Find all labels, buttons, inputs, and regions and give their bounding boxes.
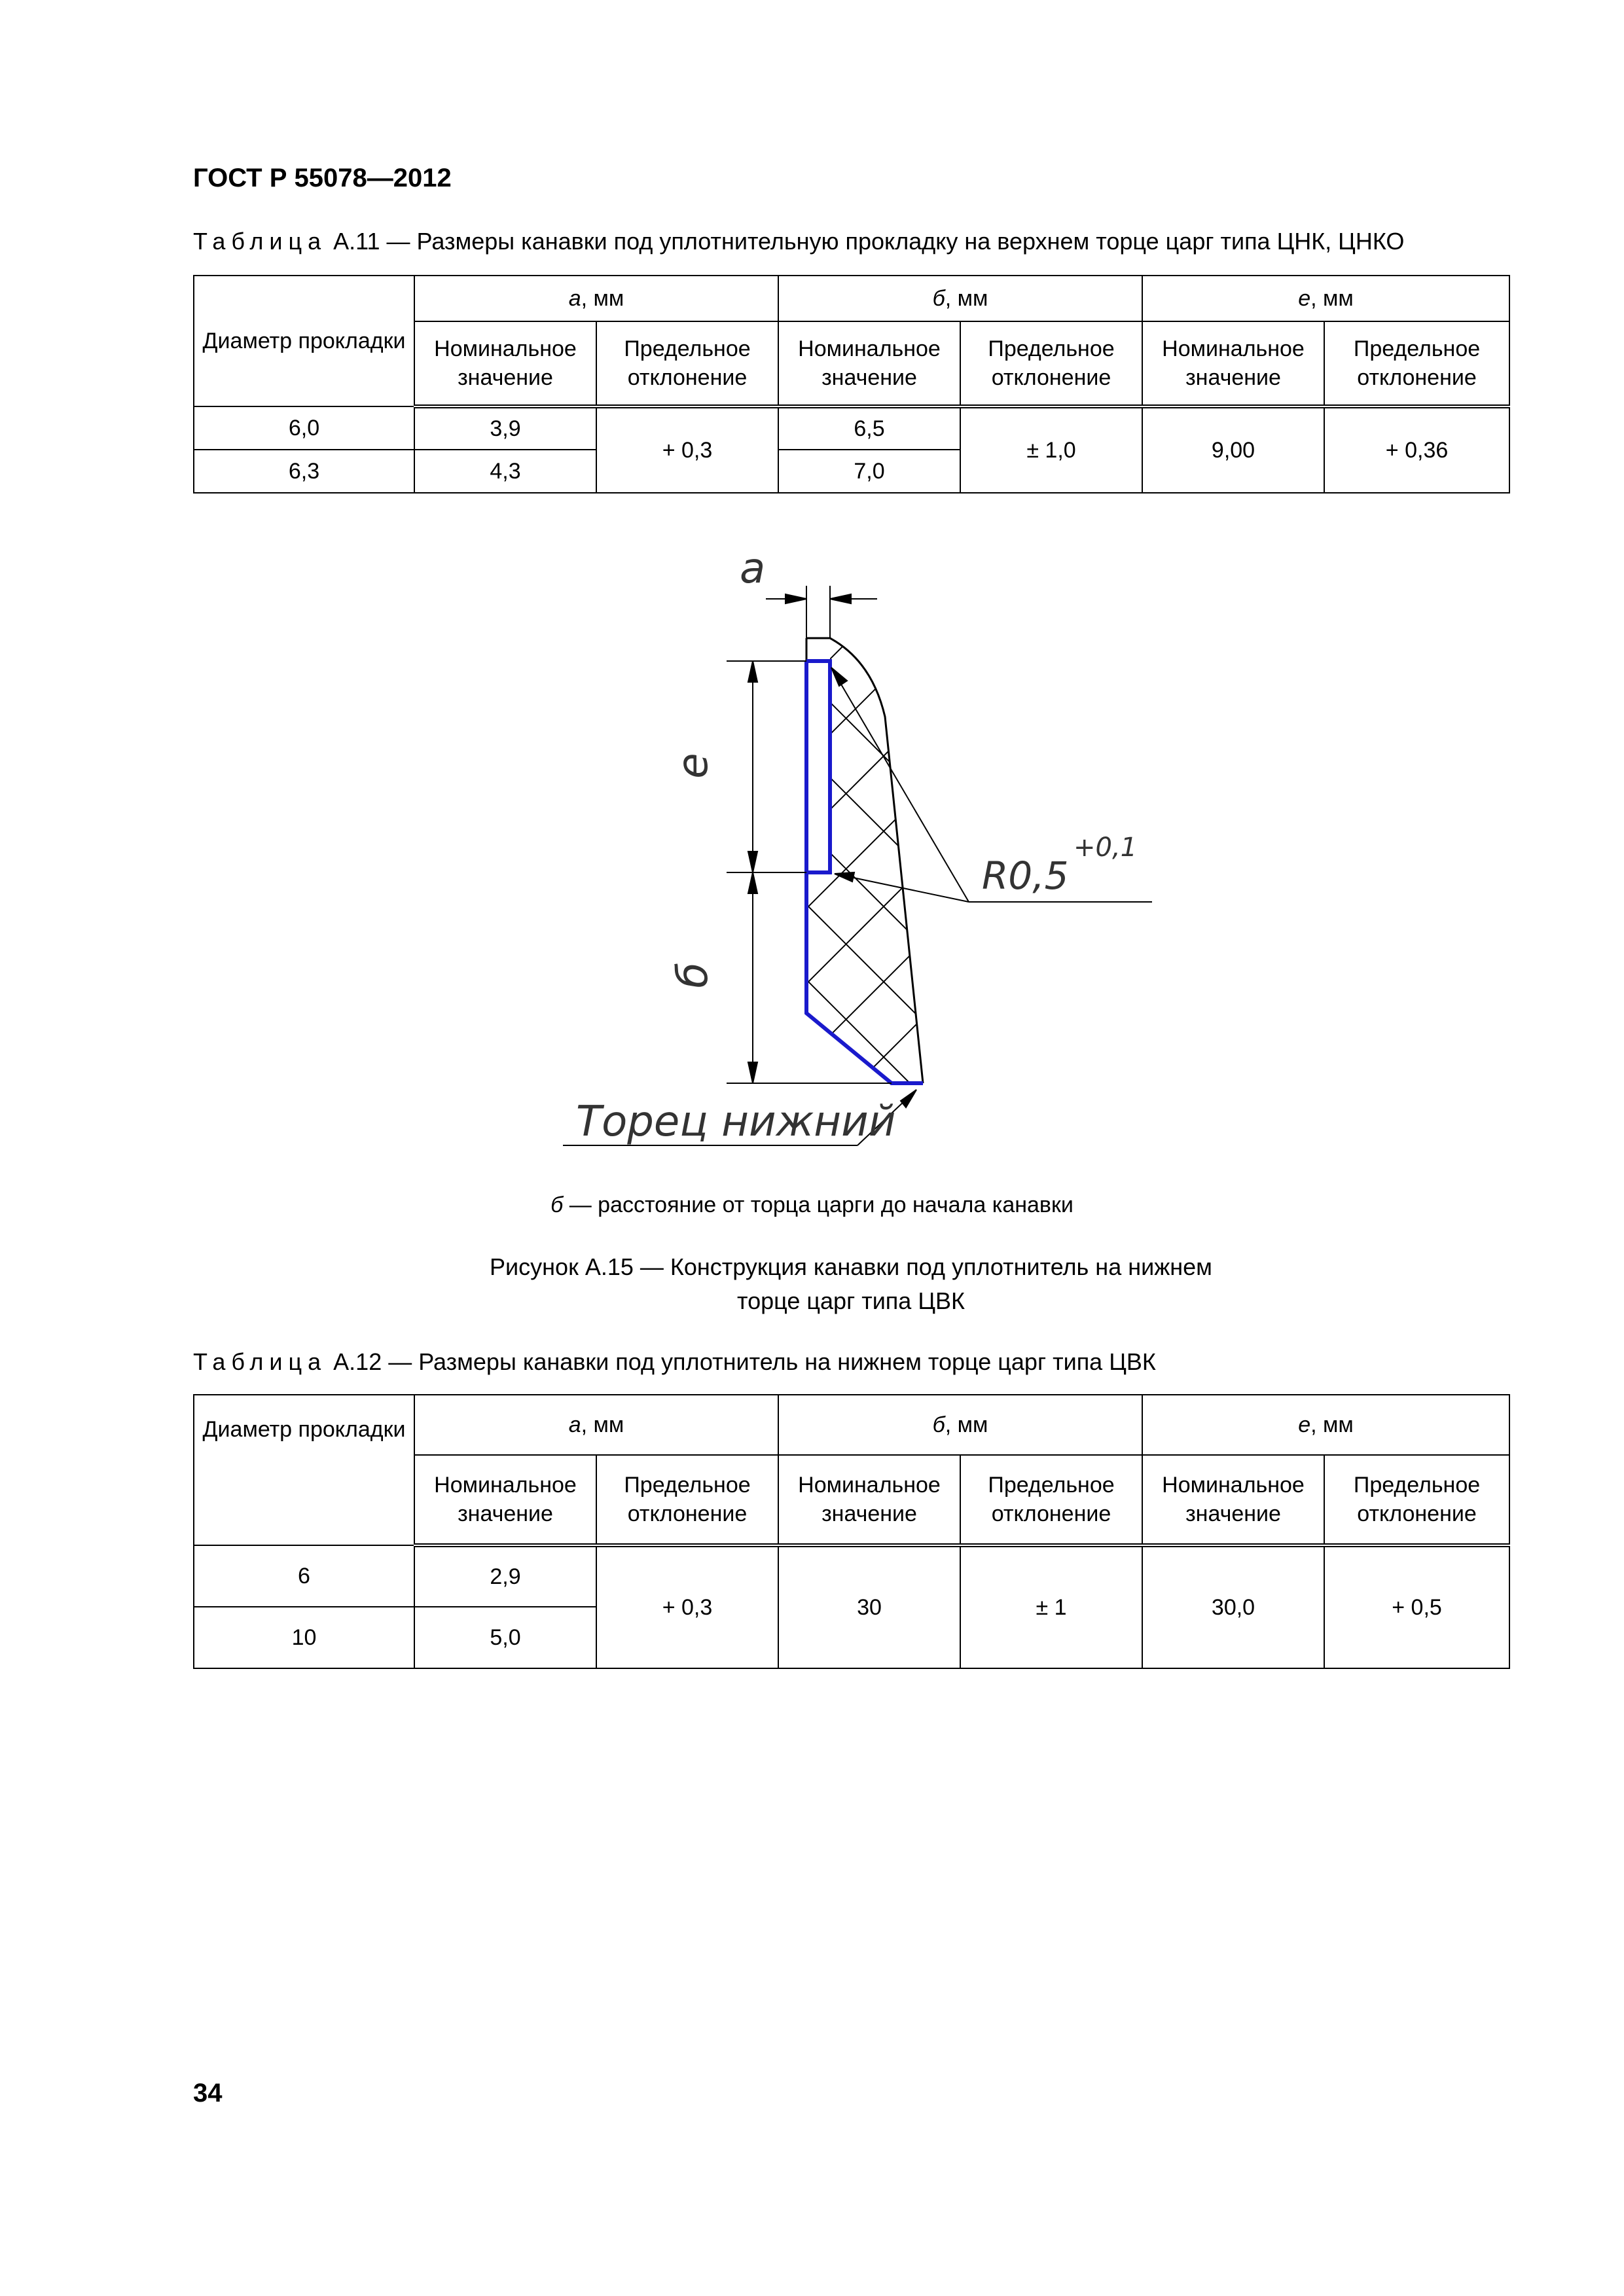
table2-caption <box>193 1348 1156 1376</box>
table1-header-e-limit: Предельное отклонение <box>1324 321 1509 406</box>
table2-cell-e-limit: + 0,5 <box>1324 1545 1509 1668</box>
table1-header-e-nominal: Номинальное значение <box>1142 321 1324 406</box>
table1-cell-a-nominal: 3,9 <box>414 406 596 450</box>
document-id: ГОСТ Р 55078—2012 <box>193 164 452 192</box>
radius-label: R0,5 <box>982 853 1069 898</box>
page-number: 34 <box>193 2079 223 2108</box>
figure-note-symbol: б <box>550 1193 564 1217</box>
table1-cell-e-limit: + 0,36 <box>1324 406 1509 493</box>
table1-caption-text: А.11 — Размеры канавки под уплотнительную прокладку на верхнем торце царг типа ЦНК, ЦНКО <box>327 228 1405 255</box>
table2-header-a-limit: Предельное отклонение <box>596 1455 778 1545</box>
figure-title-line2: торце царг типа ЦВК <box>737 1287 965 1314</box>
table2-cell-a-nominal: 5,0 <box>414 1607 596 1668</box>
dimension-e-label: е <box>669 753 717 779</box>
table2-header-b-limit: Предельное отклонение <box>960 1455 1142 1545</box>
table2-cell-a-nominal: 2,9 <box>414 1545 596 1607</box>
table2-cell-b-nominal: 30 <box>778 1545 960 1668</box>
table2-header-e-limit: Предельное отклонение <box>1324 1455 1509 1545</box>
table2-caption-text: А.12 — Размеры канавки под уплотнитель на нижнем торце царг типа ЦВК <box>327 1348 1156 1375</box>
dimension-a-label: а <box>740 545 766 593</box>
table2-cell-e-nominal: 30,0 <box>1142 1545 1324 1668</box>
figure-title-line1: Рисунок А.15 — Конструкция канавки под уплотнитель на нижнем <box>490 1253 1212 1280</box>
table2-cell-diameter: 10 <box>194 1607 414 1668</box>
figure-note-text: — расстояние от торца царги до начала канавки <box>563 1193 1074 1217</box>
table2-cell-b-limit: ± 1 <box>960 1545 1142 1668</box>
table2-header-a-nominal: Номинальное значение <box>414 1455 596 1545</box>
figure-title <box>0 1250 1624 1318</box>
table2-header-e-nominal: Номинальное значение <box>1142 1455 1324 1545</box>
table1-cell-b-limit: ± 1,0 <box>960 406 1142 493</box>
table1-cell-a-nominal: 4,3 <box>414 450 596 493</box>
table2-cell-diameter: 6 <box>194 1545 414 1607</box>
bottom-face-label: Торец нижний <box>576 1098 896 1146</box>
table1-cell-e-nominal: 9,00 <box>1142 406 1324 493</box>
table2-header-e: е, мм <box>1142 1395 1509 1455</box>
table2-caption-word: Таблица <box>193 1348 327 1375</box>
table1-header-diameter: Диаметр прокладки <box>194 276 414 406</box>
table1-caption-word: Таблица <box>193 228 327 255</box>
table1-header-e: е, мм <box>1142 276 1509 321</box>
table2-header-diameter: Диаметр прокладки <box>194 1395 414 1545</box>
table1-header-b-limit: Предельное отклонение <box>960 321 1142 406</box>
table-row <box>194 1545 1509 1607</box>
table1-header-a: а, мм <box>414 276 778 321</box>
dimension-b-label: б <box>669 962 717 988</box>
table1-cell-diameter: 6,3 <box>194 450 414 493</box>
body-outline <box>806 638 923 1083</box>
table1-cell-b-nominal: 6,5 <box>778 406 960 450</box>
dimension-a <box>766 586 877 638</box>
table2-header-a: а, мм <box>414 1395 778 1455</box>
table2 <box>193 1394 1510 1669</box>
table1-header-a-limit: Предельное отклонение <box>596 321 778 406</box>
table1-cell-diameter: 6,0 <box>194 406 414 450</box>
table2-cell-a-limit: + 0,3 <box>596 1545 778 1668</box>
table2-header-b: б, мм <box>778 1395 1142 1455</box>
table1-cell-a-limit: + 0,3 <box>596 406 778 493</box>
table1-header-b-nominal: Номинальное значение <box>778 321 960 406</box>
figure-note <box>0 1193 1624 1218</box>
cross-hatch <box>720 65 1047 1178</box>
table2-header-b-nominal: Номинальное значение <box>778 1455 960 1545</box>
table1-header-a-nominal: Номинальное значение <box>414 321 596 406</box>
table1-cell-b-nominal: 7,0 <box>778 450 960 493</box>
radius-tolerance: +0,1 <box>1074 833 1138 863</box>
table1-header-b: б, мм <box>778 276 1142 321</box>
